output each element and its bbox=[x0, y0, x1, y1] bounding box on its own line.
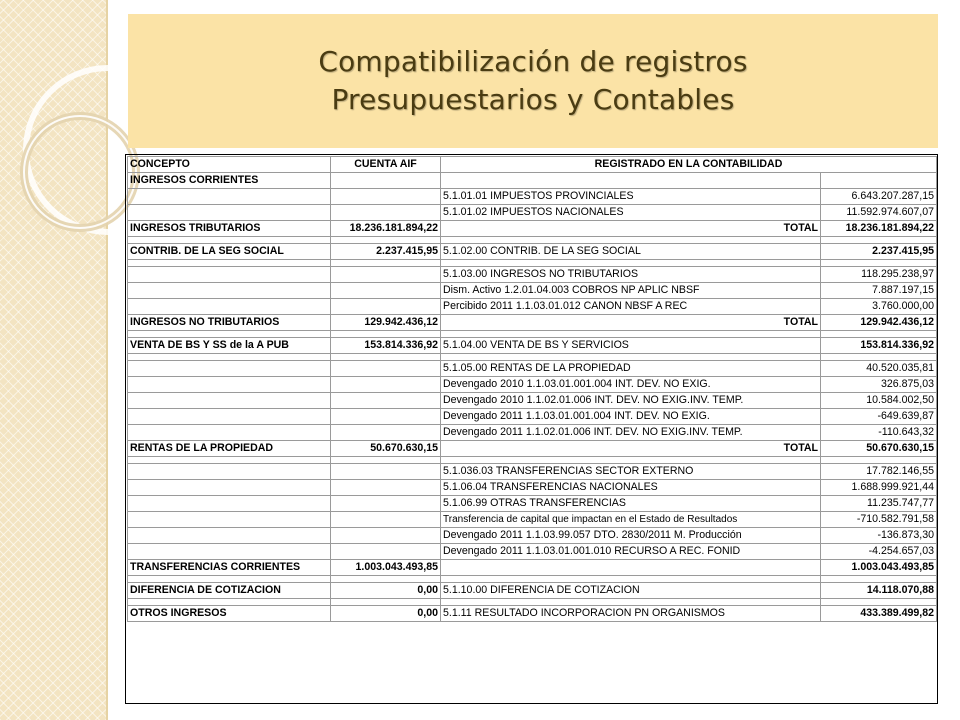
spacer-cell bbox=[331, 599, 441, 606]
table-row bbox=[128, 393, 937, 409]
importe-cell: -649.639,87 bbox=[821, 409, 937, 425]
header-concepto: CONCEPTO bbox=[128, 157, 331, 173]
spacer-cell bbox=[441, 237, 821, 244]
cuenta-aif-cell: 0,00 bbox=[331, 583, 441, 599]
total-row bbox=[128, 560, 937, 576]
cuenta-aif-cell: 1.003.043.493,85 bbox=[331, 560, 441, 576]
decorative-rings bbox=[0, 0, 140, 320]
concepto-cell: TRANSFERENCIAS CORRIENTES bbox=[128, 560, 331, 576]
table-header-row bbox=[128, 157, 937, 173]
registro-cell: 5.1.01.01 IMPUESTOS PROVINCIALES bbox=[441, 189, 821, 205]
importe-cell: 1.688.999.921,44 bbox=[821, 480, 937, 496]
registro-cell: 5.1.05.00 RENTAS DE LA PROPIEDAD bbox=[441, 361, 821, 377]
spacer-row bbox=[128, 237, 937, 244]
registro-cell: 5.1.10.00 DIFERENCIA DE COTIZACION bbox=[441, 583, 821, 599]
spacer-cell bbox=[441, 457, 821, 464]
cuenta-aif-cell bbox=[331, 267, 441, 283]
registro-cell: Devengado 2011 1.1.03.01.001.010 RECURSO A REC. FONID bbox=[441, 544, 821, 560]
concepto-cell bbox=[128, 205, 331, 221]
spacer-row bbox=[128, 599, 937, 606]
spacer-row bbox=[128, 331, 937, 338]
spacer-cell bbox=[128, 237, 331, 244]
registro-cell: 5.1.01.02 IMPUESTOS NACIONALES bbox=[441, 205, 821, 221]
importe-cell: 118.295.238,97 bbox=[821, 267, 937, 283]
cuenta-aif-cell: 153.814.336,92 bbox=[331, 338, 441, 354]
registro-cell: 5.1.036.03 TRANSFERENCIAS SECTOR EXTERNO bbox=[441, 464, 821, 480]
registro-cell: Dism. Activo 1.2.01.04.003 COBROS NP APLIC NBSF bbox=[441, 283, 821, 299]
title-line-1: Compatibilización de registros bbox=[318, 45, 748, 78]
table-row bbox=[128, 528, 937, 544]
cuenta-aif-cell: 18.236.181.894,22 bbox=[331, 221, 441, 237]
table-row bbox=[128, 244, 937, 260]
concepto-cell: DIFERENCIA DE COTIZACION bbox=[128, 583, 331, 599]
spacer-cell bbox=[128, 457, 331, 464]
cuenta-aif-cell bbox=[331, 205, 441, 221]
table-row bbox=[128, 464, 937, 480]
table-row bbox=[128, 409, 937, 425]
registro-cell: 5.1.04.00 VENTA DE BS Y SERVICIOS bbox=[441, 338, 821, 354]
spacer-row bbox=[128, 576, 937, 583]
registro-cell bbox=[441, 173, 821, 189]
importe-cell: 433.389.499,82 bbox=[821, 606, 937, 622]
spacer-cell bbox=[441, 260, 821, 267]
spacer-cell bbox=[128, 260, 331, 267]
spacer-row bbox=[128, 260, 937, 267]
spacer-cell bbox=[821, 599, 937, 606]
cuenta-aif-cell bbox=[331, 480, 441, 496]
importe-cell: 17.782.146,55 bbox=[821, 464, 937, 480]
spacer-cell bbox=[331, 237, 441, 244]
importe-cell: 2.237.415,95 bbox=[821, 244, 937, 260]
table-row bbox=[128, 283, 937, 299]
concepto-cell: INGRESOS CORRIENTES bbox=[128, 173, 331, 189]
title-band bbox=[128, 14, 938, 148]
cuenta-aif-cell: 129.942.436,12 bbox=[331, 315, 441, 331]
importe-cell: -110.643,32 bbox=[821, 425, 937, 441]
concepto-cell bbox=[128, 189, 331, 205]
spacer-cell bbox=[821, 331, 937, 338]
registro-cell: Devengado 2011 1.1.03.01.001.004 INT. DEV. NO EXIG. bbox=[441, 409, 821, 425]
registro-cell: 5.1.11 RESULTADO INCORPORACION PN ORGANISMOS bbox=[441, 606, 821, 622]
concepto-cell bbox=[128, 496, 331, 512]
spacer-cell bbox=[821, 237, 937, 244]
importe-cell: 14.118.070,88 bbox=[821, 583, 937, 599]
cuenta-aif-cell bbox=[331, 299, 441, 315]
cuenta-aif-cell bbox=[331, 377, 441, 393]
concepto-cell: INGRESOS NO TRIBUTARIOS bbox=[128, 315, 331, 331]
table-row bbox=[128, 377, 937, 393]
registro-cell: 5.1.06.04 TRANSFERENCIAS NACIONALES bbox=[441, 480, 821, 496]
concepto-cell bbox=[128, 377, 331, 393]
concepto-cell bbox=[128, 528, 331, 544]
cuenta-aif-cell bbox=[331, 528, 441, 544]
reconciliation-table bbox=[127, 156, 937, 622]
table-row bbox=[128, 338, 937, 354]
concepto-cell: RENTAS DE LA PROPIEDAD bbox=[128, 441, 331, 457]
registro-cell: 5.1.06.99 OTRAS TRANSFERENCIAS bbox=[441, 496, 821, 512]
table-row bbox=[128, 205, 937, 221]
cuenta-aif-cell bbox=[331, 283, 441, 299]
registro-cell: Devengado 2011 1.1.02.01.006 INT. DEV. NO EXIG.INV. TEMP. bbox=[441, 425, 821, 441]
ring-medium-highlight bbox=[24, 116, 136, 228]
spacer-cell bbox=[441, 599, 821, 606]
importe-cell: 1.003.043.493,85 bbox=[821, 560, 937, 576]
table-row bbox=[128, 544, 937, 560]
table-row bbox=[128, 425, 937, 441]
importe-cell: 40.520.035,81 bbox=[821, 361, 937, 377]
importe-cell: -136.873,30 bbox=[821, 528, 937, 544]
spacer-cell bbox=[331, 260, 441, 267]
registro-cell bbox=[441, 560, 821, 576]
cuenta-aif-cell: 0,00 bbox=[331, 606, 441, 622]
concepto-cell bbox=[128, 512, 331, 528]
registro-cell: Devengado 2011 1.1.03.99.057 DTO. 2830/2011 M. Producción bbox=[441, 528, 821, 544]
spacer-cell bbox=[128, 354, 331, 361]
registro-cell: Transferencia de capital que impactan en el Estado de Resultados bbox=[441, 512, 821, 528]
total-row bbox=[128, 221, 937, 237]
header-cuenta-aif: CUENTA AIF bbox=[331, 157, 441, 173]
cuenta-aif-cell bbox=[331, 189, 441, 205]
cuenta-aif-cell bbox=[331, 173, 441, 189]
concepto-cell bbox=[128, 464, 331, 480]
concepto-cell: VENTA DE BS Y SS de la A PUB bbox=[128, 338, 331, 354]
concepto-cell bbox=[128, 393, 331, 409]
registro-cell: 5.1.02.00 CONTRIB. DE LA SEG SOCIAL bbox=[441, 244, 821, 260]
importe-cell: 6.643.207.287,15 bbox=[821, 189, 937, 205]
concepto-cell bbox=[128, 283, 331, 299]
spacer-cell bbox=[128, 331, 331, 338]
spacer-cell bbox=[128, 576, 331, 583]
spacer-cell bbox=[331, 457, 441, 464]
title-line-2: Presupuestarios y Contables bbox=[331, 83, 735, 116]
concepto-cell bbox=[128, 361, 331, 377]
spacer-cell bbox=[821, 576, 937, 583]
concepto-cell: CONTRIB. DE LA SEG SOCIAL bbox=[128, 244, 331, 260]
spacer-cell bbox=[821, 260, 937, 267]
spacer-cell bbox=[821, 457, 937, 464]
importe-cell bbox=[821, 173, 937, 189]
importe-cell: -710.582.791,58 bbox=[821, 512, 937, 528]
concepto-cell bbox=[128, 299, 331, 315]
importe-cell: 50.670.630,15 bbox=[821, 441, 937, 457]
cuenta-aif-cell: 50.670.630,15 bbox=[331, 441, 441, 457]
spacer-cell bbox=[821, 354, 937, 361]
cuenta-aif-cell bbox=[331, 361, 441, 377]
cuenta-aif-cell bbox=[331, 512, 441, 528]
spacer-cell bbox=[331, 354, 441, 361]
table-row bbox=[128, 173, 937, 189]
importe-cell: 18.236.181.894,22 bbox=[821, 221, 937, 237]
importe-cell: 10.584.002,50 bbox=[821, 393, 937, 409]
spacer-cell bbox=[441, 354, 821, 361]
total-row bbox=[128, 441, 937, 457]
registro-cell: TOTAL bbox=[441, 315, 821, 331]
cuenta-aif-cell: 2.237.415,95 bbox=[331, 244, 441, 260]
table-row bbox=[128, 267, 937, 283]
concepto-cell bbox=[128, 480, 331, 496]
table-row bbox=[128, 189, 937, 205]
concepto-cell bbox=[128, 409, 331, 425]
registro-cell: Devengado 2010 1.1.02.01.006 INT. DEV. NO EXIG.INV. TEMP. bbox=[441, 393, 821, 409]
importe-cell: 11.235.747,77 bbox=[821, 496, 937, 512]
cuenta-aif-cell bbox=[331, 464, 441, 480]
importe-cell: 11.592.974.607,07 bbox=[821, 205, 937, 221]
registro-cell: Devengado 2010 1.1.03.01.001.004 INT. DEV. NO EXIG. bbox=[441, 377, 821, 393]
registro-cell: TOTAL bbox=[441, 441, 821, 457]
header-registrado: REGISTRADO EN LA CONTABILIDAD bbox=[441, 157, 937, 173]
cuenta-aif-cell bbox=[331, 409, 441, 425]
importe-cell: 7.887.197,15 bbox=[821, 283, 937, 299]
spacer-cell bbox=[331, 576, 441, 583]
concepto-cell: OTROS INGRESOS bbox=[128, 606, 331, 622]
concepto-cell bbox=[128, 544, 331, 560]
spacer-row bbox=[128, 354, 937, 361]
registro-cell: Percibido 2011 1.1.03.01.012 CANON NBSF A REC bbox=[441, 299, 821, 315]
table-row bbox=[128, 299, 937, 315]
table-row bbox=[128, 583, 937, 599]
table-row bbox=[128, 480, 937, 496]
table-row bbox=[128, 496, 937, 512]
registro-cell: TOTAL bbox=[441, 221, 821, 237]
spacer-cell bbox=[331, 331, 441, 338]
spacer-row bbox=[128, 457, 937, 464]
concepto-cell bbox=[128, 267, 331, 283]
concepto-cell bbox=[128, 425, 331, 441]
concepto-cell: INGRESOS TRIBUTARIOS bbox=[128, 221, 331, 237]
table-row bbox=[128, 512, 937, 528]
total-row bbox=[128, 315, 937, 331]
importe-cell: 3.760.000,00 bbox=[821, 299, 937, 315]
cuenta-aif-cell bbox=[331, 393, 441, 409]
table-row bbox=[128, 361, 937, 377]
importe-cell: 326.875,03 bbox=[821, 377, 937, 393]
importe-cell: 153.814.336,92 bbox=[821, 338, 937, 354]
table-row bbox=[128, 606, 937, 622]
spacer-cell bbox=[441, 576, 821, 583]
cuenta-aif-cell bbox=[331, 496, 441, 512]
importe-cell: -4.254.657,03 bbox=[821, 544, 937, 560]
cuenta-aif-cell bbox=[331, 425, 441, 441]
spacer-cell bbox=[441, 331, 821, 338]
registro-cell: 5.1.03.00 INGRESOS NO TRIBUTARIOS bbox=[441, 267, 821, 283]
importe-cell: 129.942.436,12 bbox=[821, 315, 937, 331]
cuenta-aif-cell bbox=[331, 544, 441, 560]
spacer-cell bbox=[128, 599, 331, 606]
